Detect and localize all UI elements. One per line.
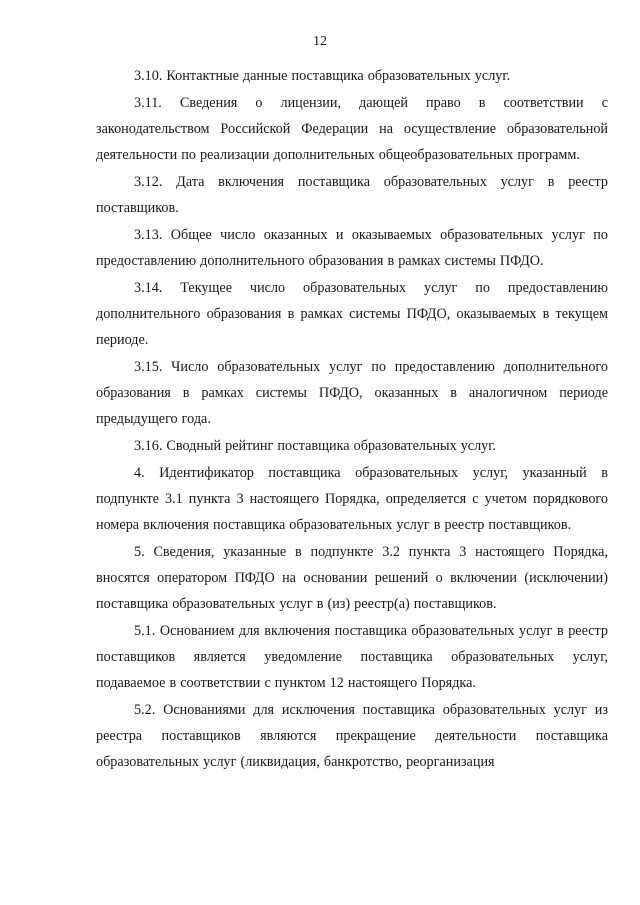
paragraph-5-1: 5.1. Основанием для включения поставщика образовательных услуг в реестр поставщиков является уведомление поставщика образовательных услуг, подаваемое в соответствии с пунктом 12 настоящего Порядка. <box>96 623 608 691</box>
page-number: 12 <box>313 34 327 49</box>
paragraph-5: 5. Сведения, указанные в подпункте 3.2 пункта 3 настоящего Порядка, вносятся оператором ПФДО на основании решений о включении (исключении) поставщика образовательных услуг в (из) реестр(а) поставщиков. <box>96 544 608 612</box>
document-body <box>96 63 608 775</box>
paragraph-3-13: 3.13. Общее число оказанных и оказываемых образовательных услуг по предоставлению дополнительного образования в рамках системы ПФДО. <box>96 227 608 269</box>
paragraph-3-10: 3.10. Контактные данные поставщика образовательных услуг. <box>134 68 511 84</box>
paragraph-3-15: 3.15. Число образовательных услуг по предоставлению дополнительного образования в рамках системы ПФДО, оказанных в аналогичном периоде предыдущего года. <box>96 359 608 427</box>
paragraph-5-2: 5.2. Основаниями для исключения поставщика образовательных услуг из реестра поставщиков являются прекращение деятельности поставщика образовательных услуг (ликвидация, банкротство, реорганизация <box>96 702 608 770</box>
paragraph-3-11: 3.11. Сведения о лицензии, дающей право в соответствии с законодательством Российской Федерации на осуществление образовательной деятельности по реализации дополнительных общеобразовательных программ. <box>96 95 608 163</box>
paragraph-3-14: 3.14. Текущее число образовательных услуг по предоставлению дополнительного образования в рамках системы ПФДО, оказываемых в текущем периоде. <box>96 280 608 348</box>
paragraph-3-12: 3.12. Дата включения поставщика образовательных услуг в реестр поставщиков. <box>96 174 608 216</box>
paragraph-4: 4. Идентификатор поставщика образовательных услуг, указанный в подпункте 3.1 пункта 3 настоящего Порядка, определяется с учетом порядкового номера включения поставщика образовательных услуг в реестр поставщиков. <box>96 465 608 533</box>
paragraph-3-16: 3.16. Сводный рейтинг поставщика образовательных услуг. <box>134 438 497 454</box>
